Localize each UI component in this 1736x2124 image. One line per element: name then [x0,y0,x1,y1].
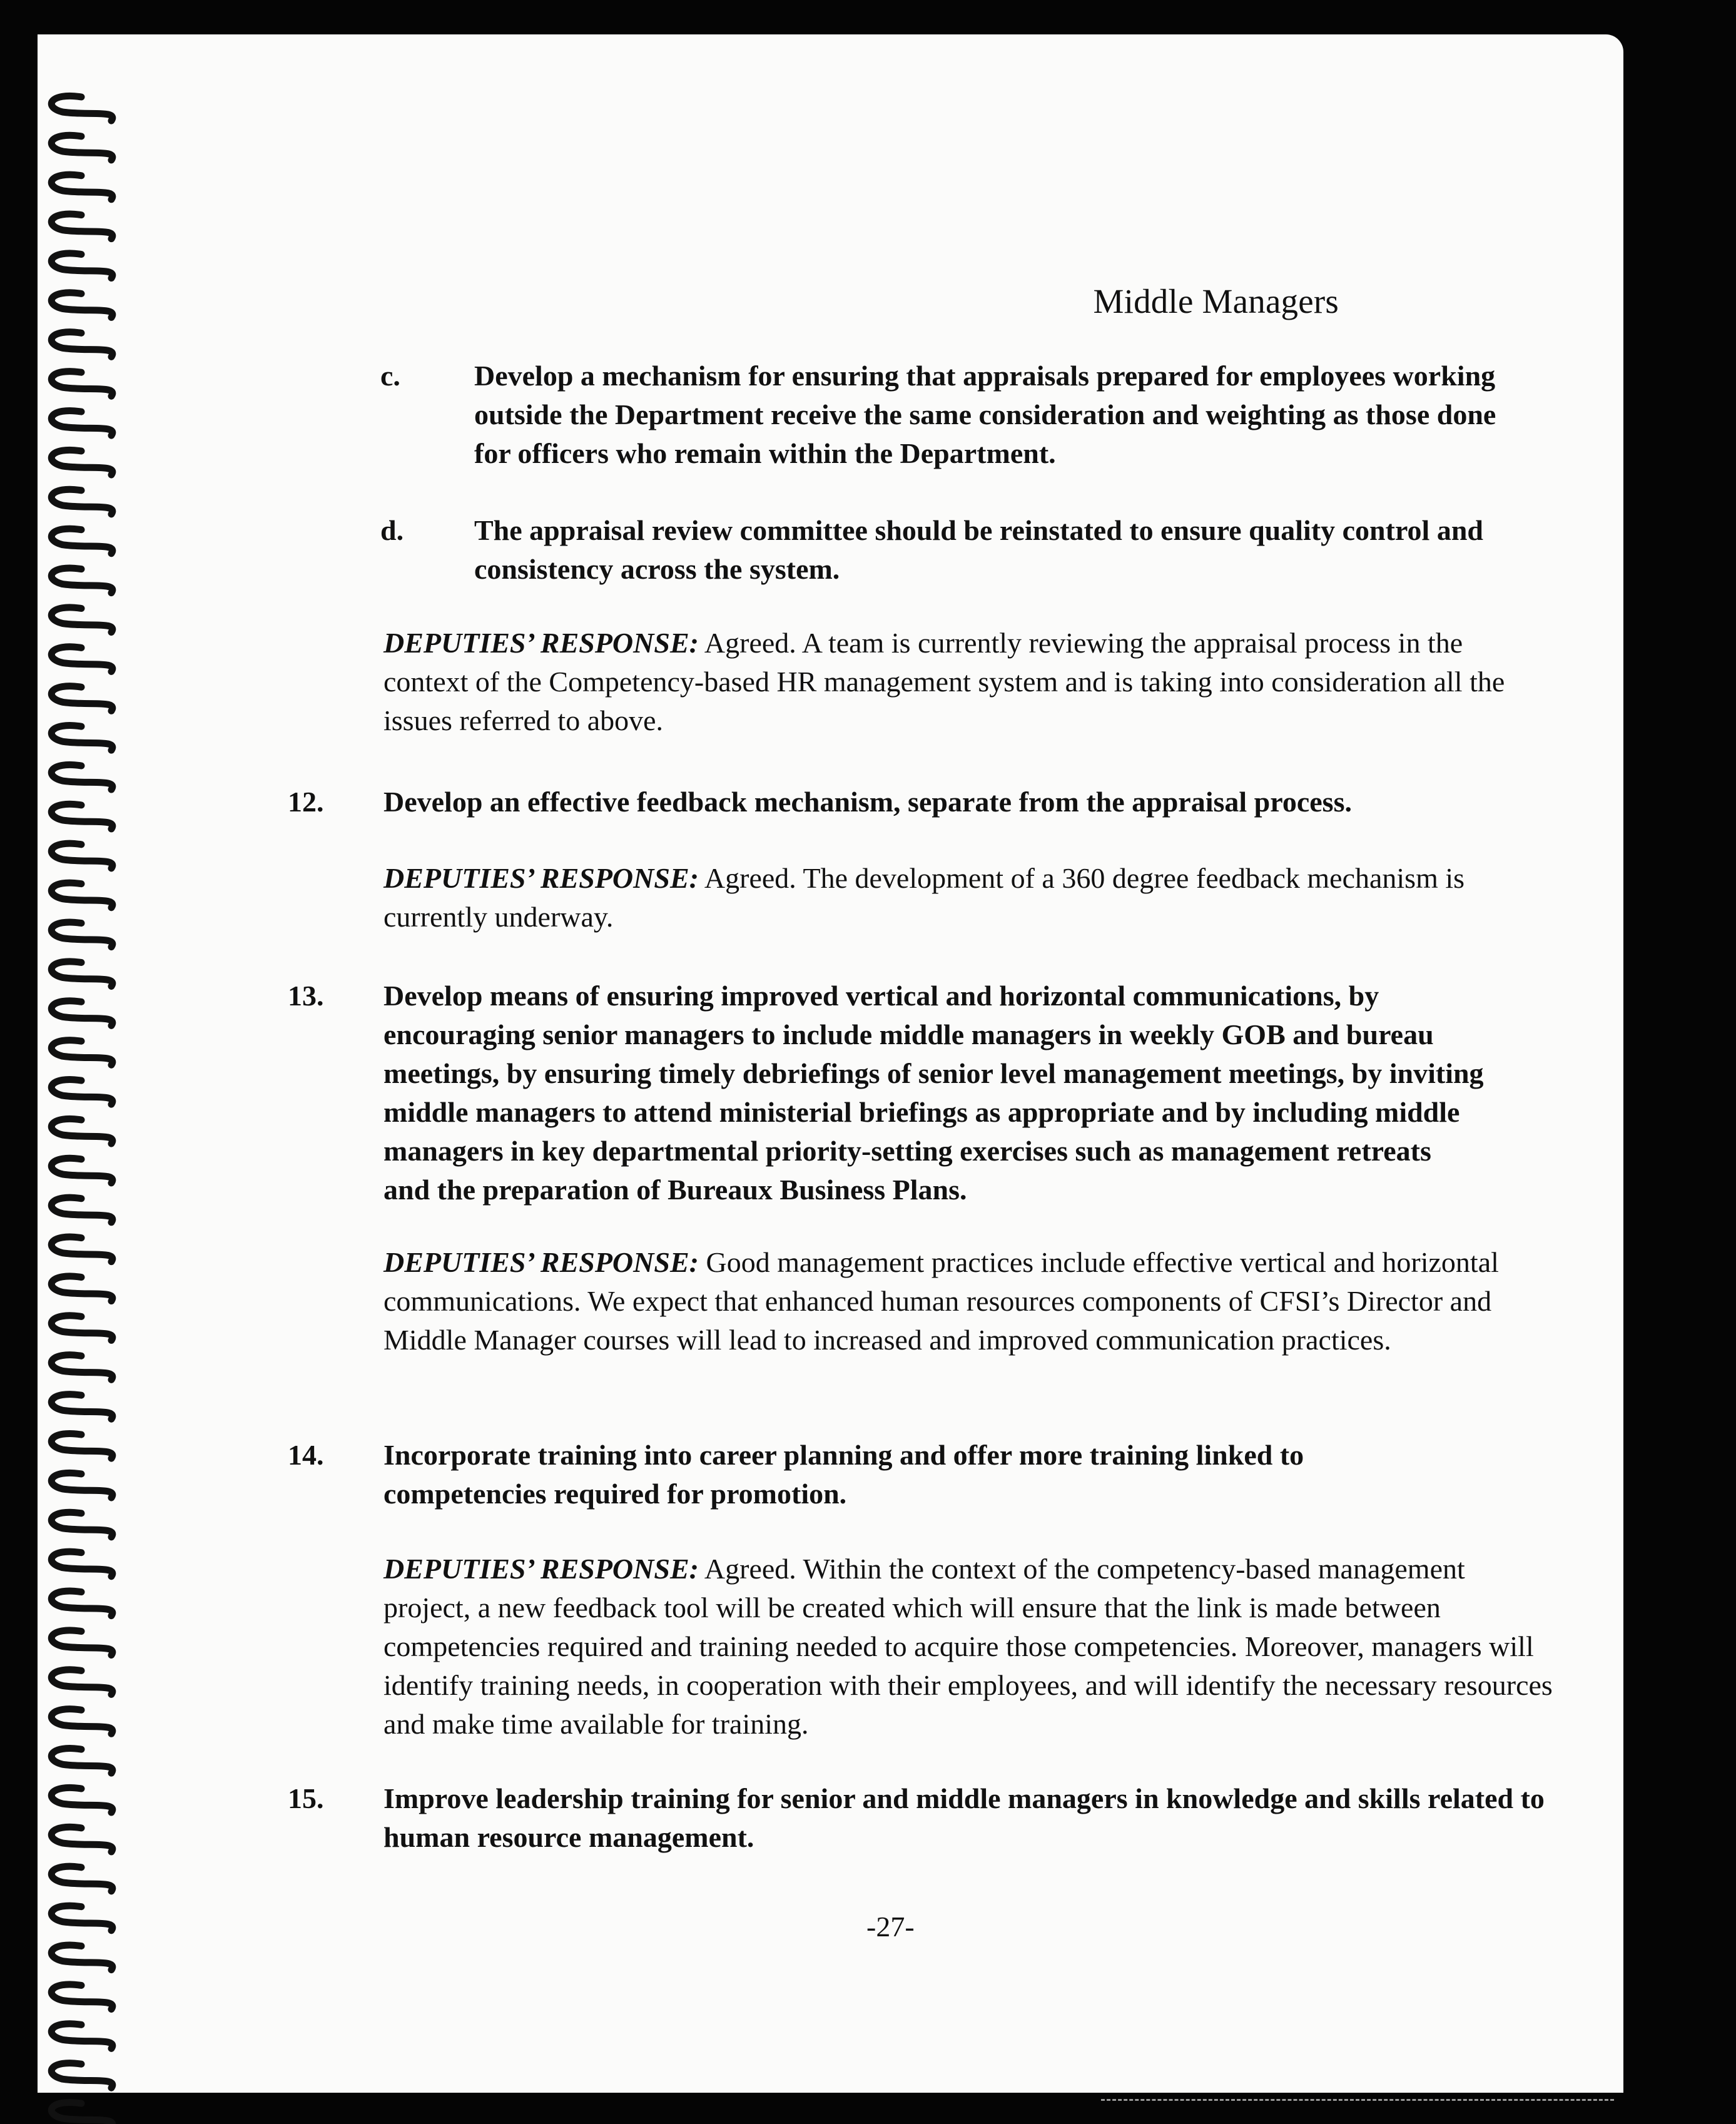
binding-coil [51,529,113,554]
response-label: DEPUTIES’ RESPONSE: [383,1553,699,1585]
page-number: -27- [866,1911,915,1943]
binding-coil [51,1237,113,1262]
item-text: Develop means of ensuring improved vertical and horizontal communications, by encouraging senior managers to include middle managers in weekly GOB and bureau meetings, by ensuring timely debriefings of senior level management meetings, by inviting middle managers to attend ministerial briefings as appropriate and by including middle managers in key departmental priority-setting exercises such as management retreats and the preparation of Bureaux Business Plans. [383,980,1484,1206]
response-text: Agreed. The development of a 360 degree feedback mechanism is currently underway. [383,862,1465,933]
binding-coil [51,1001,113,1026]
deputies-response [383,859,1553,937]
binding-coil [51,647,113,672]
binding-coil [51,1749,113,1774]
binding-coil [51,2103,113,2124]
response-label: DEPUTIES’ RESPONSE: [383,1246,699,1278]
binding-coil [51,1080,113,1105]
binding-coil [51,1552,113,1577]
deputies-response [383,624,1553,740]
spiral-binding [38,78,131,2124]
item-marker: c. [380,360,400,392]
item-marker: 15. [288,1782,324,1814]
binding-coil [51,922,113,947]
binding-coil [51,1276,113,1301]
binding-coil [51,1316,113,1341]
page-edge-line [1101,2099,1614,2101]
item-text: The appraisal review committee should be reinstated to ensure quality control and consistency across the system. [474,514,1483,585]
binding-coil [51,332,113,357]
binding-coil [51,1473,113,1498]
binding-coil [51,293,113,318]
binding-coil [51,1197,113,1222]
page-header: Middle Managers [1093,282,1339,320]
response-text: Agreed. Within the context of the competency-based management project, a new feedback tool will be created which will ensure that the link is made between competencies required and training needed to acquire those competencies. Moreover, managers will identify training needs, in cooperation with their employees, and will identify the necessary resources and make time available for training. [383,1553,1553,1740]
deputies-response [383,1550,1553,1744]
binding-coil [51,1709,113,1734]
binding-coil [51,450,113,475]
binding-coil [51,410,113,435]
binding-coil [51,1945,113,1970]
item-text: Improve leadership training for senior and middle managers in knowledge and skills related to human resource management. [383,1782,1545,1853]
binding-coil [51,253,113,278]
binding-coil [51,686,113,711]
binding-coil [51,1670,113,1695]
binding-coil [51,1395,113,1420]
binding-coil [51,214,113,239]
item-text: Develop an effective feedback mechanism, separate from the appraisal process. [383,786,1352,818]
binding-coil [51,962,113,987]
binding-coil [51,1906,113,1931]
binding-coil [51,1433,113,1458]
response-label: DEPUTIES’ RESPONSE: [383,627,699,659]
binding-coil [51,883,113,908]
item-marker: d. [380,514,404,546]
binding-coil [51,1158,113,1183]
binding-coil [51,372,113,397]
document-page [38,34,1623,2093]
binding-coil [51,2063,113,2088]
deputies-response [383,1243,1553,1359]
binding-coil [51,726,113,751]
binding-coil [51,1355,113,1380]
binding-coil [51,765,113,790]
item-marker: 12. [288,786,324,818]
binding-coil [51,843,113,868]
item-text: Develop a mechanism for ensuring that appraisals prepared for employees working outside the Department receive the same consideration and weighting as those done for officers who remain within the Department. [474,360,1496,469]
binding-coil [51,175,113,200]
binding-coil [51,607,113,633]
binding-coil [51,96,113,121]
item-marker: 13. [288,980,324,1012]
binding-coil [51,1630,113,1655]
binding-coil [51,1787,113,1812]
binding-coil [51,1984,113,2010]
binding-coil [51,1040,113,1065]
binding-coil [51,1591,113,1616]
response-label: DEPUTIES’ RESPONSE: [383,862,699,894]
binding-coil [51,1119,113,1144]
response-text: Agreed. A team is currently reviewing the appraisal process in the context of the Competency-based HR management system and is taking into consideration all the issues referred to above. [383,627,1505,736]
item-marker: 14. [288,1439,324,1471]
item-text: Incorporate training into career planning and offer more training linked to competencies required for promotion. [383,1439,1304,1510]
response-text: Good management practices include effective vertical and horizontal communications. We expect that enhanced human resources components of CFSI’s Director and Middle Manager courses will lead to increased and improved communication practices. [383,1246,1499,1356]
binding-coil [51,2024,113,2049]
binding-coil [51,1866,113,1891]
binding-coil [51,489,113,514]
binding-coil [51,135,113,160]
binding-coil [51,568,113,593]
binding-coil [51,804,113,829]
binding-coil [51,1512,113,1537]
binding-coil [51,1827,113,1852]
